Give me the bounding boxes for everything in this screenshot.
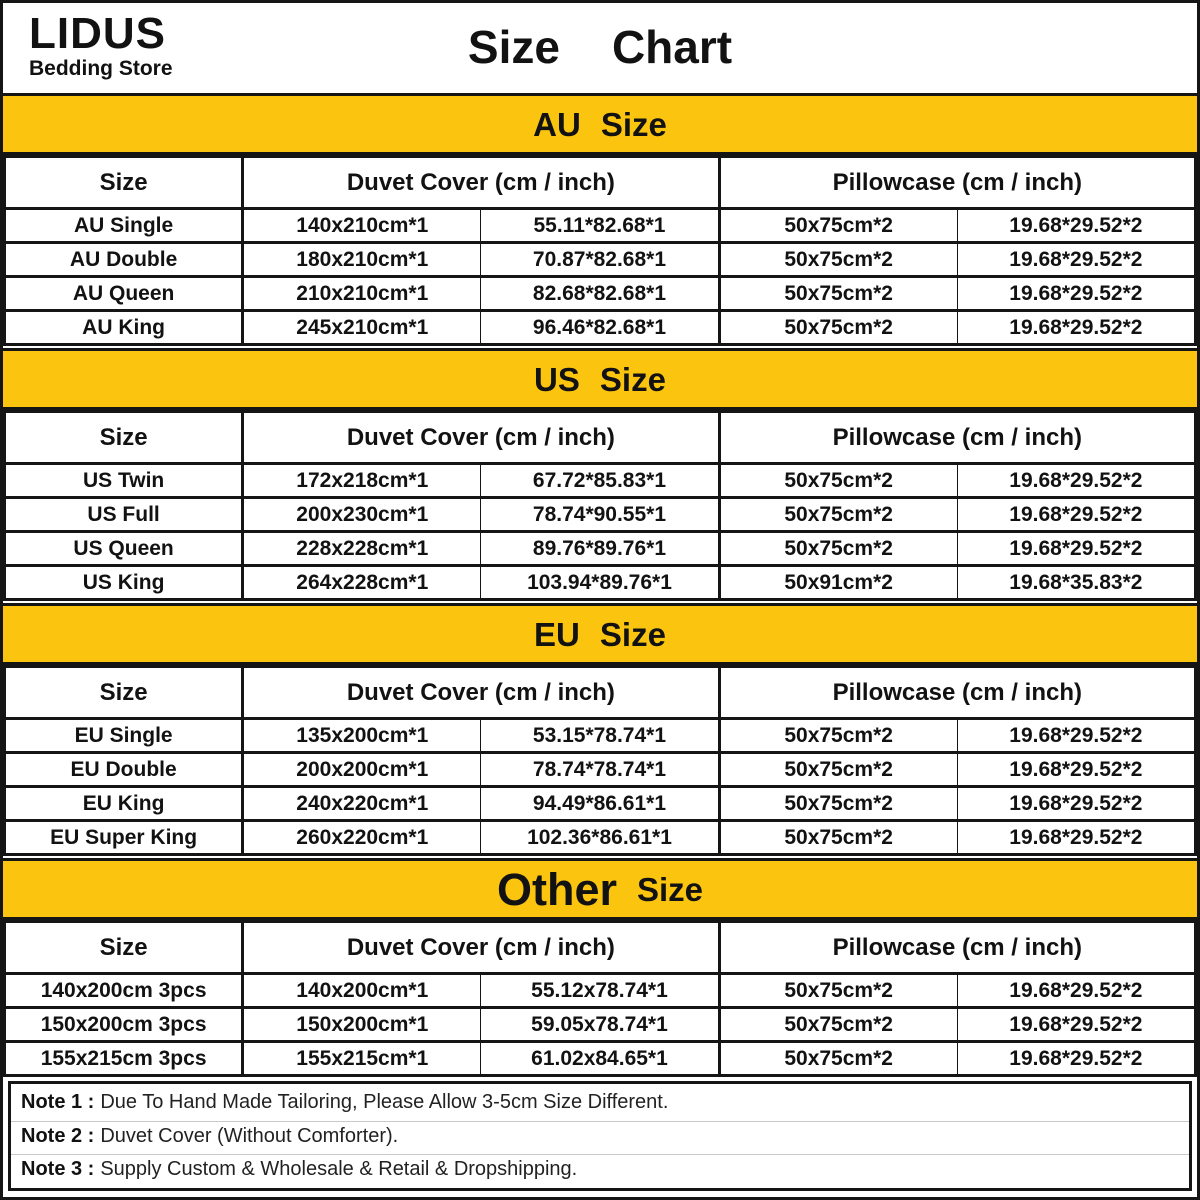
size-value-cell: 67.72*85.83*1 xyxy=(481,464,719,498)
table-row xyxy=(5,464,1196,498)
note-row xyxy=(11,1121,1189,1151)
size-value-cell: 210x210cm*1 xyxy=(243,277,481,311)
size-value-cell: 19.68*29.52*2 xyxy=(957,974,1195,1008)
size-table-other xyxy=(3,920,1197,1077)
size-value-cell: 19.68*29.52*2 xyxy=(957,821,1195,855)
column-header: Size xyxy=(5,667,243,719)
size-value-cell: 135x200cm*1 xyxy=(243,719,481,753)
brand-name: LIDUS xyxy=(29,9,166,59)
table-row xyxy=(5,243,1196,277)
size-value-cell: 150x200cm*1 xyxy=(243,1008,481,1042)
size-value-cell: 89.76*89.76*1 xyxy=(481,532,719,566)
size-name-cell: US Twin xyxy=(5,464,243,498)
table-row xyxy=(5,209,1196,243)
size-value-cell: 19.68*29.52*2 xyxy=(957,277,1195,311)
column-header: Duvet Cover (cm / inch) xyxy=(243,667,719,719)
size-value-cell: 82.68*82.68*1 xyxy=(481,277,719,311)
table-header-row xyxy=(5,922,1196,974)
size-value-cell: 50x75cm*2 xyxy=(719,974,957,1008)
size-table-au xyxy=(3,155,1197,346)
size-value-cell: 50x75cm*2 xyxy=(719,532,957,566)
note-label: Note 1 : xyxy=(21,1090,95,1113)
section-banner-eu xyxy=(3,603,1197,665)
size-value-cell: 19.68*29.52*2 xyxy=(957,532,1195,566)
size-value-cell: 228x228cm*1 xyxy=(243,532,481,566)
column-header: Size xyxy=(5,922,243,974)
header xyxy=(3,3,1197,91)
table-row xyxy=(5,1042,1196,1076)
size-value-cell: 59.05x78.74*1 xyxy=(481,1008,719,1042)
size-value-cell: 53.15*78.74*1 xyxy=(481,719,719,753)
table-row xyxy=(5,821,1196,855)
size-value-cell: 19.68*29.52*2 xyxy=(957,311,1195,345)
column-header: Pillowcase (cm / inch) xyxy=(719,667,1195,719)
column-header: Pillowcase (cm / inch) xyxy=(719,157,1195,209)
size-value-cell: 140x210cm*1 xyxy=(243,209,481,243)
size-name-cell: AU Double xyxy=(5,243,243,277)
size-value-cell: 103.94*89.76*1 xyxy=(481,566,719,600)
table-row xyxy=(5,532,1196,566)
note-text: Supply Custom & Wholesale & Retail & Dropshipping. xyxy=(100,1158,578,1181)
size-name-cell: 140x200cm 3pcs xyxy=(5,974,243,1008)
size-table-us xyxy=(3,410,1197,601)
size-name-cell: AU King xyxy=(5,311,243,345)
size-name-cell: AU Queen xyxy=(5,277,243,311)
note-label: Note 2 : xyxy=(21,1124,95,1147)
size-value-cell: 260x220cm*1 xyxy=(243,821,481,855)
size-name-cell: 150x200cm 3pcs xyxy=(5,1008,243,1042)
table-row xyxy=(5,498,1196,532)
column-header: Pillowcase (cm / inch) xyxy=(719,412,1195,464)
banner-size-label: Size xyxy=(599,615,666,653)
size-value-cell: 50x75cm*2 xyxy=(719,311,957,345)
size-name-cell: EU Single xyxy=(5,719,243,753)
size-value-cell: 19.68*29.52*2 xyxy=(957,243,1195,277)
page-title-word-size: Size xyxy=(467,21,560,73)
size-name-cell: 155x215cm 3pcs xyxy=(5,1042,243,1076)
table-row xyxy=(5,753,1196,787)
size-value-cell: 19.68*29.52*2 xyxy=(957,1008,1195,1042)
banner-region-label: EU xyxy=(534,615,580,653)
size-value-cell: 19.68*29.52*2 xyxy=(957,1042,1195,1076)
size-name-cell: EU King xyxy=(5,787,243,821)
size-value-cell: 70.87*82.68*1 xyxy=(481,243,719,277)
size-value-cell: 19.68*29.52*2 xyxy=(957,753,1195,787)
size-value-cell: 102.36*86.61*1 xyxy=(481,821,719,855)
table-header-row xyxy=(5,667,1196,719)
column-header: Duvet Cover (cm / inch) xyxy=(243,157,719,209)
table-header-row xyxy=(5,157,1196,209)
size-value-cell: 200x200cm*1 xyxy=(243,753,481,787)
size-value-cell: 50x75cm*2 xyxy=(719,753,957,787)
note-text: Due To Hand Made Tailoring, Please Allow 3-5cm Size Different. xyxy=(100,1090,669,1113)
column-header: Duvet Cover (cm / inch) xyxy=(243,922,719,974)
table-row xyxy=(5,566,1196,600)
size-value-cell: 155x215cm*1 xyxy=(243,1042,481,1076)
size-value-cell: 78.74*78.74*1 xyxy=(481,753,719,787)
size-name-cell: US Queen xyxy=(5,532,243,566)
size-value-cell: 55.11*82.68*1 xyxy=(481,209,719,243)
size-value-cell: 50x75cm*2 xyxy=(719,498,957,532)
table-row xyxy=(5,719,1196,753)
table-row xyxy=(5,787,1196,821)
table-row xyxy=(5,974,1196,1008)
size-value-cell: 96.46*82.68*1 xyxy=(481,311,719,345)
size-sections xyxy=(3,91,1197,1077)
banner-region-label: AU xyxy=(533,105,581,143)
size-value-cell: 50x91cm*2 xyxy=(719,566,957,600)
size-value-cell: 78.74*90.55*1 xyxy=(481,498,719,532)
size-value-cell: 19.68*29.52*2 xyxy=(957,464,1195,498)
size-value-cell: 264x228cm*1 xyxy=(243,566,481,600)
size-value-cell: 19.68*29.52*2 xyxy=(957,209,1195,243)
banner-region-label: US xyxy=(534,360,580,398)
size-name-cell: US Full xyxy=(5,498,243,532)
banner-size-label: Size xyxy=(636,870,704,908)
page-title xyxy=(3,20,1197,74)
column-header: Duvet Cover (cm / inch) xyxy=(243,412,719,464)
column-header: Size xyxy=(5,412,243,464)
size-value-cell: 50x75cm*2 xyxy=(719,787,957,821)
brand-tagline: Bedding Store xyxy=(29,56,173,80)
table-row xyxy=(5,311,1196,345)
size-value-cell: 55.12x78.74*1 xyxy=(481,974,719,1008)
size-name-cell: US King xyxy=(5,566,243,600)
size-value-cell: 50x75cm*2 xyxy=(719,243,957,277)
size-value-cell: 50x75cm*2 xyxy=(719,719,957,753)
note-row xyxy=(11,1088,1189,1117)
size-name-cell: EU Super King xyxy=(5,821,243,855)
size-value-cell: 94.49*86.61*1 xyxy=(481,787,719,821)
notes-box xyxy=(8,1081,1192,1191)
size-value-cell: 240x220cm*1 xyxy=(243,787,481,821)
column-header: Pillowcase (cm / inch) xyxy=(719,922,1195,974)
table-row xyxy=(5,277,1196,311)
size-value-cell: 200x230cm*1 xyxy=(243,498,481,532)
note-label: Note 3 : xyxy=(21,1158,95,1181)
size-value-cell: 172x218cm*1 xyxy=(243,464,481,498)
size-value-cell: 50x75cm*2 xyxy=(719,1042,957,1076)
size-value-cell: 180x210cm*1 xyxy=(243,243,481,277)
size-value-cell: 61.02x84.65*1 xyxy=(481,1042,719,1076)
size-name-cell: EU Double xyxy=(5,753,243,787)
size-value-cell: 19.68*29.52*2 xyxy=(957,498,1195,532)
column-header: Size xyxy=(5,157,243,209)
size-name-cell: AU Single xyxy=(5,209,243,243)
note-text: Duvet Cover (Without Comforter). xyxy=(100,1124,399,1147)
table-row xyxy=(5,1008,1196,1042)
size-value-cell: 50x75cm*2 xyxy=(719,1008,957,1042)
banner-size-label: Size xyxy=(599,360,666,398)
section-banner-au xyxy=(3,93,1197,155)
size-value-cell: 50x75cm*2 xyxy=(719,821,957,855)
section-banner-other xyxy=(3,858,1197,920)
banner-size-label: Size xyxy=(600,105,667,143)
size-value-cell: 140x200cm*1 xyxy=(243,974,481,1008)
table-header-row xyxy=(5,412,1196,464)
size-value-cell: 50x75cm*2 xyxy=(719,464,957,498)
size-value-cell: 245x210cm*1 xyxy=(243,311,481,345)
size-value-cell: 19.68*29.52*2 xyxy=(957,787,1195,821)
section-banner-us xyxy=(3,348,1197,410)
note-row xyxy=(11,1154,1189,1184)
banner-region-label: Other xyxy=(496,863,617,915)
size-value-cell: 19.68*29.52*2 xyxy=(957,719,1195,753)
size-value-cell: 50x75cm*2 xyxy=(719,277,957,311)
size-value-cell: 50x75cm*2 xyxy=(719,209,957,243)
size-value-cell: 19.68*35.83*2 xyxy=(957,566,1195,600)
size-table-eu xyxy=(3,665,1197,856)
page-title-word-chart: Chart xyxy=(611,21,733,73)
